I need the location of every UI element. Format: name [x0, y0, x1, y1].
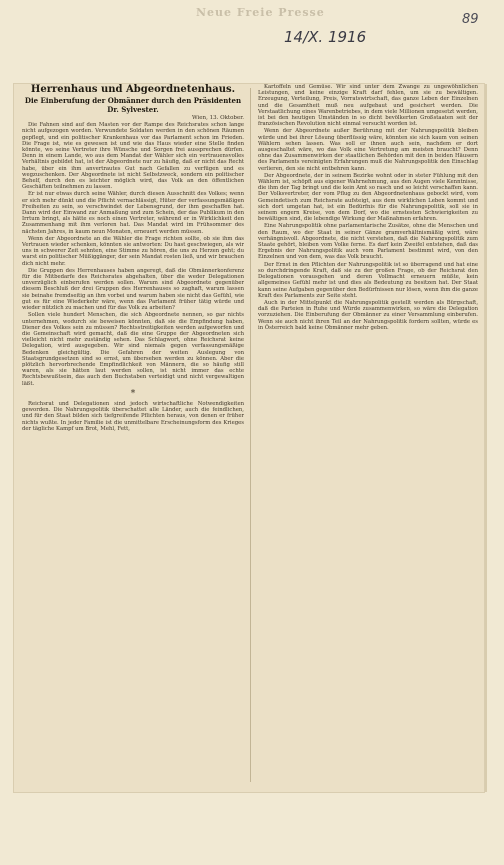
paragraph: Wenn der Abgeordnete an die Wähler die Frage richten sollte, ob sie ihm das Vertrauen wieder schenken, könnten sie antworten: Du hast geschwiegen, als wir uns in schwerer Zeit sehnten, eine Stimme zu hören, die uns zu Herzen geht; du warst ein politischer Müßiggänger, der sein Mandat rosten ließ, und wir brauchen dich nicht mehr. [22, 235, 244, 267]
article-clipping [14, 84, 484, 792]
dateline: Wien, 13. Oktober. [191, 115, 244, 121]
subheadline: Die Einberufung der Obmänner durch den Präsidenten Dr. Sylvester. [24, 96, 242, 114]
paragraph: Eine Nahrungspolitik ohne parlamentarische Zusätze, ohne die Menschen und den Raum, wo der Staat in seiner Gänze gramverhältnismäßig wird, wäre verhängnisvoll. Abgeordnete, die nicht verstehen, daß die Nahrungspolitik zum Staate gehört, bleiben vom Volke ferne. Es darf kein Zweifel entstehen, daß das Ergebnis der Nahrungspolitik auch vom Parlament bestimmt wird, von den Einzelnen und von dem, was das Volk braucht. [258, 223, 478, 261]
paragraph: Wenn der Abgeordnete außer Berührung mit der Nahrungspolitik bleiben würde und bei ihrer Lösung überflüssig wäre, könnten sie sich kaum von seinen Wählern sehen lassen. Was soll er ihnen auch sein, nachdem er dort ausgeschaltet wäre, wo das Volk eine Vertretung am meisten braucht? Denn ohne das Zusammenwirken der staatlichen Behörden mit den in beiden Häusern des Parlaments vereinigten Erfahrungen muß die Nahrungspolitik den Einschlag verlieren, den sie nicht entbehren kann. [258, 128, 478, 172]
paragraph: Die Gruppen des Herrenhauses haben angeregt, daß die Obmännerkonferenz für die Mitbedarfe des Reichsrates abgehalten, über die weder Delegationen unverzüglich einberufen werden sollen. Warum sind Abgeordnete gegenüber diesem Beschluß der drei Gruppen des Herrenhauses so zaghaft, warum lassen sie beinahe fremdseitig an ihm vorbei und warum haben sie nicht das Gefühl, wie gut es für eine Wiederkehr wäre, wenn das Parlament früher tätig würde und wieder nützlich zu machen und für das Volk zu arbeiten? [22, 267, 244, 312]
paragraph: Kartoffeln und Gemüse. Wir sind unter dem Zwange zu ungewöhnlichen Leistungen, und keine einzige Kraft darf fehlen, um sie zu bewältigen. Erzeugung, Verteilung, Preis, Vorratswirtschaft, das ganze Leben der Einzelnen und die Gesamtheit muß neu aufgebaut und gesichert werden. Die Verstaatlichung eines Warenbetriebes, in dem viele Millionen umgesetzt werden, ist bei den heutigen Umständen in so dicht bevölkerten Großstaaten seit der französischen Revolution nicht einmal versucht worden ist. [258, 84, 478, 128]
clipping-edge [485, 84, 487, 792]
handwritten-date: 14/X. 1916 [284, 28, 367, 46]
paragraph: Reichsrat und Delegationen sind jedoch wirtschaftliche Notwendigkeiten geworden. Die Nahrungspolitik überschattet alle Länder, auch die feindlichen, und für den Staat bilden sich tiefgreifende Pflichten heraus, von denen er früher nichts wußte. In jeder Familie ist die unmittelbare Erscheinungsform des Krieges der tägliche Kampf um Brot, Mehl, Fett, [22, 400, 244, 432]
paragraph: Der Abgeordnete, der in seinem Bezirke wohnt oder in steter Fühlung mit den Wählern ist, schöpft aus eigener Wahrnehmung, aus den Augen viele Kenntnisse, die ihm der Tag bringt und die kein Amt so rasch und so leicht verschaffen kann. Der Volksvertreter, der vom Pflug zu den Abgeordnetenhaus gebockt wird, vom Gemeindetisch zum Reichsrate aufsteigt, aus dem wirklichen Leben kommt und sich dort umgetan hat, ist ein Bedürfnis für die Nahrungspolitik, soll sie in seinem engern Kreise, von dem Dorf, wo die ernstesten Schwierigkeiten zu bewältigen sind, die lebendige Wirkung der Maßnahmen erfahren. [258, 172, 478, 223]
paragraph: Auch in der Mittelpunkt die Nahrungspolitik gestellt werden als Bürgschaft, daß die Parteien in Ruhe und Würde zusammenwirken, so wäre die Delegation vorzuziehen. Die Einberufung der Obmänner zu einer Versammlung einberufen. Wenn sie auch nicht ihren Teil an der Nahrungspolitik fordern sollten, würde es in Österreich bald keine Obmänner mehr geben. [258, 299, 478, 331]
page-number: 89 [462, 12, 479, 27]
right-column [258, 84, 478, 784]
paragraph: Der Ernst in den Pflichten der Nahrungspolitik ist so überragend und hat eine so durchdringende Kraft, daß sie zu der großen Frage, ob der Reichsrat den Delegationen vorausgehen und deren Vollmacht erneuern müßte, kein allgemeines Gefühl mehr ist und dies als Bedeutung zu besitzen hat. Der Staat kann seine Aufgaben gegenüber den Bedürfnissen nur lösen, wenn ihm die ganze Kraft des Parlaments zur Seite steht. [258, 261, 478, 299]
paragraph: Sollen viele hundert Menschen, die sich Abgeordnete nennen, so gar nichts unternehmen, wodurch sie beweisen könnten, daß sie die Empfindung haben, Diener des Volkes sein zu müssen? Rechtsstreitigkeiten werden aufgeworfen und die Gemeinschaft wird gemacht, daß die eine Gruppe der Abgeordneten sich vielleicht nicht mehr zuständig sehen. Das Schlagwort, ohne Reichsrat keine Delegation, wird ausgegeben. Wir sind niemals gegen verfassungsmäßige Bedenken gleichgültig. Die Gefahren der weiten Auslegung von Staatsgrundgesetzen sind so ernst, um übersehen werden zu können. Aber die plötzlich hervorbrechende Empfindlichkeit von Männern, die so häufig still waren, als sie hätten laut werden sollen, ist nicht immer das echte Rechtsbewußtsein, das auch den Buchstaben verteidigt und nicht vergewaltigen läßt. [22, 312, 244, 387]
section-mark: * [130, 388, 136, 399]
left-column [22, 84, 244, 784]
masthead: Neue Freie Presse [196, 6, 325, 19]
paragraph: Die Fahnen sind auf den Masten vor der Rampe des Reichsrates schon lange nicht aufgezogen worden. Verwundete Soldaten werden in den schönen Räumen gepflegt, und ein politischer Krankenhaus vor das Parlament schon im Frieden. Die Frage ist, wie es gewesen ist und wie das Haus wieder eine Stelle finden könnte, wo seine Vertreter ihre Wünsche und Sorgen frei aussprechen dürfen. Denn in einem Lande, wo aus dem Mandat der Wähler sich ein vertrauensvolles Verhältnis gebildet hat, ist der Abgeordnete nur zu häufig, daß er nicht das Recht habe, über ein ihm anvertrautes Gut nach Gefallen zu verfügen und es wegzuschenken. Der Abgeordnete ist nicht Selbstzweck, sondern ein politischer Behelf, durch den es leichter möglich wird, das Volk an den öffentlichen Geschäften teilnehmen zu lassen. [22, 122, 244, 191]
paragraph: Er ist nur etwas durch seine Wähler, durch diesen Ausschnitt des Volkes; wenn er sich mehr dünkt und die Pflicht vernachlässigt, Hüter der verfassungsmäßigen Freiheiten zu sein, so verschwindet der Lebensgrund, der ihm geschaffen hat. Dann wird der Einwand zur Anmaßung und zum Schein, der das Publikum in den Irrtum bringt, als hätte es noch einen Vertreter, während er in Wirklichkeit den Zusammenhang mit ihm verloren hat. Das Mandat wird im Frühsommer des nächsten Jahres, in kaum neun Monaten, erneuert werden müssen. [22, 191, 244, 235]
headline: Herrenhaus und Abgeordnetenhaus. [30, 84, 236, 95]
column-divider [250, 88, 251, 782]
